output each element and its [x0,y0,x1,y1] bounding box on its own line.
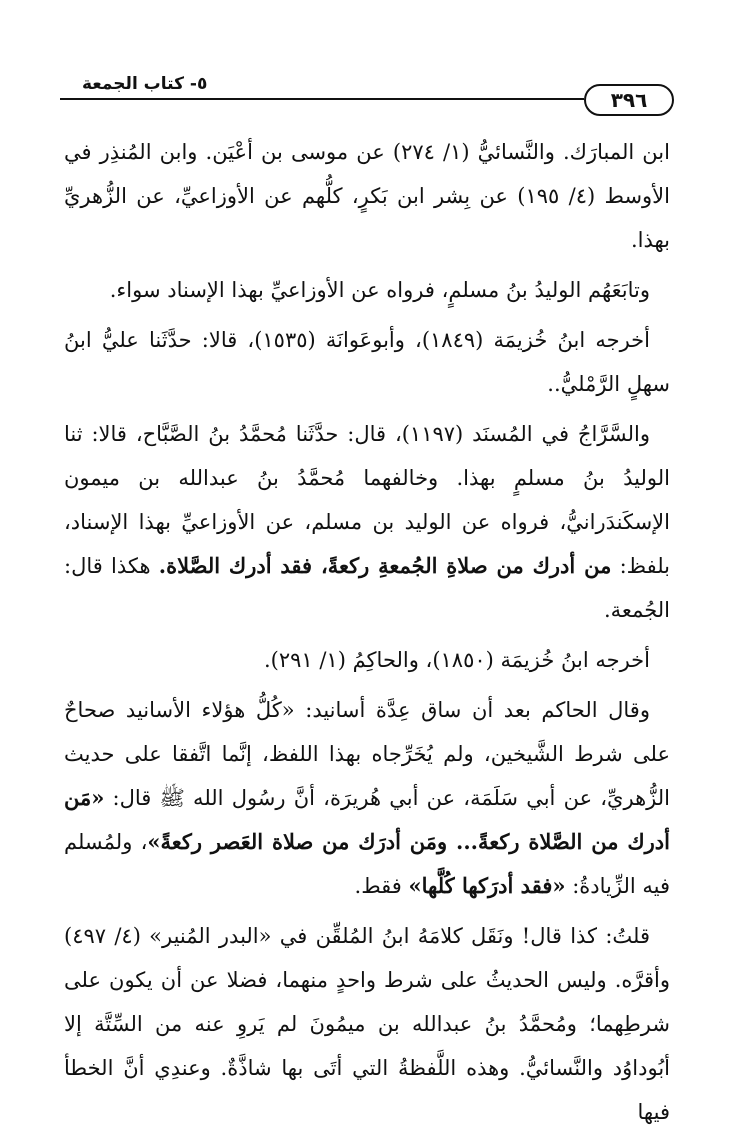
paragraph-2: وتابَعَهُم الوليدُ بنُ مسلمٍ، فرواه عن الأوزاعيِّ بهذا الإسناد سواء. [109,278,650,302]
page-body [64,130,670,1124]
paragraph-6 [64,688,670,908]
paragraph-6-hadith-quote: «مَن أدرك من الصَّلاة ركعةً... ومَن أدرَك من صلاة العَصر ركعةً» [64,785,670,854]
paragraph-3: أخرجه ابنُ خُزيمَة (١٨٤٩)، وأبوعَوانَة (١٥٣٥)، قالا: حدَّثَنا عليُّ ابنُ سهلٍ الرَّمْليُّ.. [64,328,670,396]
paragraph-4-quote: من أدرك من صلاةِ الجُمعةِ ركعةً، فقد أدرك الصَّلاة. [158,553,612,578]
paragraph-4-tail: هكذا قال: الجُمعة. [64,554,670,622]
paragraph-4-text: والسَّرَّاجُ في المُسنَد (١١٩٧)، قال: حدَّثَنا مُحمَّدُ بنُ الصَّبَّاح، قالا: ثنا الوليدُ بنُ مسلمٍ بهذا. وخالفهما مُحمَّدُ بنُ عبدالله بن ميمون الإسكَندَرانيُّ، فرواه عن الوليد بن مسلم، عن الأوزاعيِّ بهذا الإسناد، بلفظ: [64,422,670,578]
page-header [60,60,676,122]
paragraph-5: أخرجه ابنُ خُزيمَة (١٨٥٠)، والحاكِمُ (١/ ٢٩١). [263,648,650,672]
page-number: ٣٩٦ [584,84,674,116]
paragraph-7: قلتُ: كذا قال! ونَقَل كلامَهُ ابنُ المُلقِّن في «البدر المُنير» (٤/ ٤٩٧) وأقرَّه. وليس الحديثُ على شرط واحدٍ منهما، فضلا عن أن يكون على شرطِهما؛ ومُحمَّدُ بنُ عبدالله بن ميمُونَ لم يَروِ عنه من السِّتَّة إلا أبُوداوُد والنَّسائيُّ. وهذه اللَّفظةُ التي أتَى بها شاذَّةٌ. وعندِي أنَّ الخطأ فيها [64,924,670,1124]
header-rule [60,98,584,100]
paragraph-6-mid: ، ولمُسلم فيه الزِّيادةُ: [64,830,670,898]
paragraph-6-tail: فقط. [354,874,402,898]
paragraph-6-text: وقال الحاكم بعد أن ساق عِدَّة أسانيد: «كُلُّ هؤلاء الأسانيد صحاحٌ على شرط الشَّيخين، ولم يُخَرِّجاه بهذا اللفظ، إنَّما اتَّفقا على حديث الزُّهريِّ، عن أبي سَلَمَة، عن أبي هُريرَة، أنَّ رسُول الله ﷺ قال: [64,698,670,810]
paragraph-4 [64,412,670,632]
paragraph-1: ابن المبارَك. والنَّسائيُّ (١/ ٢٧٤) عن موسى بن أعْيَن. وابن المُنذِر في الأوسط (٤/ ١٩٥) عن بِشر ابن بَكرٍ، كلُّهم عن الأوزاعيِّ، عن الزُّهريِّ بهذا. [64,140,670,252]
paragraph-6-addition-quote: «فقد أدرَكها كُلَّها» [408,873,566,898]
chapter-title: ٥- كتاب الجمعة [82,74,208,94]
